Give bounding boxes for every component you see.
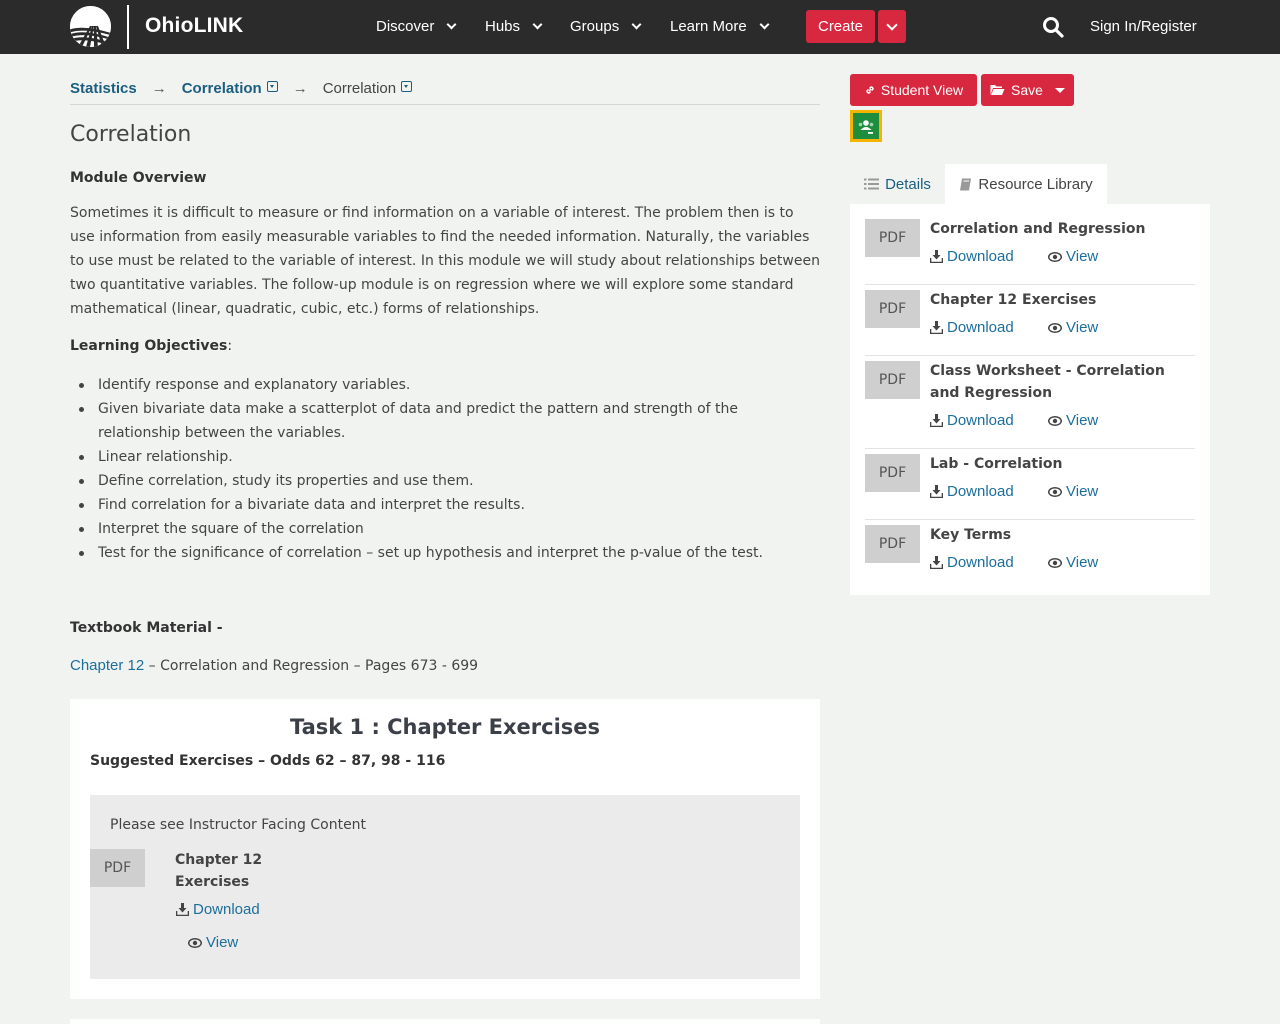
module-overview-heading: Module Overview — [70, 170, 207, 186]
download-icon — [930, 556, 943, 569]
google-classroom-icon[interactable] — [850, 110, 882, 142]
pdf-badge: PDF — [865, 290, 920, 328]
view-label: View — [206, 934, 239, 951]
list-item: Test for the significance of correlation – set up hypothesis and interpret the p-value of the test. — [98, 541, 818, 565]
next-task-card — [70, 1019, 820, 1024]
list-item: Given bivariate data make a scatterplot of data and predict the pattern and strength of the relationship between the variables. — [98, 397, 818, 445]
textbook-detail: – Correlation and Regression – Pages 673 - 699 — [144, 658, 479, 674]
chevron-down-icon — [533, 20, 543, 30]
caret-down-icon[interactable] — [401, 81, 412, 92]
task-subtitle: Suggested Exercises – Odds 62 – 87, 98 - 116 — [90, 753, 446, 769]
nav-label: Learn More — [670, 18, 747, 35]
eye-icon — [1048, 323, 1062, 333]
list-item: Define correlation, study its properties and use them. — [98, 469, 818, 493]
breadcrumb-separator: → — [292, 80, 308, 97]
list-item — [865, 449, 1195, 520]
view-label: View — [1066, 554, 1099, 571]
resource-title[interactable]: Key Terms — [930, 527, 1012, 543]
nav-hubs[interactable] — [485, 18, 541, 35]
list-icon — [864, 178, 879, 190]
resource-title[interactable]: Lab - Correlation — [930, 456, 1063, 472]
nav-discover[interactable] — [376, 18, 455, 35]
create-dropdown-button[interactable] — [878, 10, 906, 43]
view-label: View — [1066, 319, 1099, 336]
list-item: Linear relationship. — [98, 445, 818, 469]
download-label: Download — [947, 248, 1014, 265]
list-item: Interpret the square of the correlation — [98, 517, 818, 541]
download-icon — [930, 321, 943, 334]
top-navbar — [0, 0, 1280, 54]
list-item — [865, 204, 1195, 285]
learning-objectives-colon: : — [227, 338, 233, 354]
logo-text[interactable]: OhioLINK — [145, 14, 244, 37]
download-label: Download — [947, 319, 1014, 336]
save-button[interactable] — [981, 74, 1074, 106]
list-item: Identify response and explanatory variables. — [98, 373, 818, 397]
chevron-down-icon — [632, 20, 642, 30]
chevron-down-icon — [886, 19, 897, 30]
download-label: Download — [947, 483, 1014, 500]
list-item — [865, 285, 1195, 356]
download-label: Download — [947, 554, 1014, 571]
learning-objectives-list — [98, 373, 818, 565]
eye-icon — [1048, 558, 1062, 568]
page-title: Correlation — [70, 122, 192, 147]
learning-objectives-heading — [70, 338, 232, 354]
sign-in-register-link[interactable]: Sign In/Register — [1090, 18, 1197, 35]
download-label: Download — [947, 412, 1014, 429]
pdf-badge: PDF — [865, 525, 920, 563]
eye-icon — [188, 938, 202, 948]
breadcrumb-correlation-parent[interactable]: Correlation — [181, 80, 262, 97]
textbook-line — [70, 656, 478, 676]
download-link[interactable] — [930, 554, 1014, 571]
view-link[interactable] — [1048, 483, 1098, 500]
download-link[interactable] — [930, 248, 1014, 265]
download-label: Download — [193, 901, 260, 918]
learning-objectives-label: Learning Objectives — [70, 338, 228, 354]
pdf-badge: PDF — [865, 454, 920, 492]
eye-icon — [1048, 252, 1062, 262]
search-icon[interactable] — [1042, 16, 1064, 38]
task-title: Task 1 : Chapter Exercises — [289, 715, 601, 739]
task-resource-panel — [90, 795, 800, 979]
module-overview-text: Sometimes it is difficult to measure or find information on a variable of interest. The problem then is to use information from easily measurable variables to find the needed information. Naturally, the variables to use must be related to the variable of interest. In this module we will study about relationships between two quantitative variables. The follow-up module is on regression where we will explore some standard mathematical (linear, quadratic, cubic, etc.) forms of relationships. — [70, 205, 820, 317]
breadcrumb-separator: → — [151, 80, 167, 97]
breadcrumb-current: Correlation — [322, 80, 397, 97]
download-icon — [930, 414, 943, 427]
view-label: View — [1066, 412, 1099, 429]
download-icon — [930, 485, 943, 498]
list-item: Find correlation for a bivariate data and interpret the results. — [98, 493, 818, 517]
pdf-badge: PDF — [865, 361, 920, 399]
eye-icon — [1048, 487, 1062, 497]
caret-down-icon[interactable] — [267, 81, 278, 92]
view-label: View — [1066, 248, 1099, 265]
view-link[interactable] — [1048, 319, 1098, 336]
nav-label: Groups — [570, 18, 620, 35]
resource-title[interactable]: Correlation and Regression — [930, 221, 1146, 237]
view-label: View — [1066, 483, 1099, 500]
caret-down-icon — [1055, 88, 1065, 93]
eye-icon — [1048, 416, 1062, 426]
tab-resource-library[interactable] — [945, 164, 1107, 204]
resource-library-panel — [850, 204, 1210, 595]
view-link[interactable] — [188, 934, 238, 951]
pdf-badge: PDF — [90, 849, 145, 887]
nav-label: Hubs — [485, 18, 521, 35]
folder-icon — [990, 84, 1005, 96]
task-card — [70, 699, 820, 999]
tab-library-label: Resource Library — [978, 175, 1093, 193]
ohiolink-logo-icon[interactable] — [70, 6, 111, 47]
link-icon — [864, 84, 876, 96]
book-icon — [959, 178, 972, 191]
instructor-note: Please see Instructor Facing Content — [110, 817, 367, 833]
view-link[interactable] — [1048, 248, 1098, 265]
create-button[interactable]: Create — [806, 10, 875, 43]
download-icon — [930, 250, 943, 263]
resource-title[interactable]: Chapter 12 Exercises — [175, 852, 263, 890]
tab-details-label: Details — [885, 175, 931, 193]
breadcrumb — [70, 80, 820, 105]
nav-groups[interactable] — [570, 18, 640, 35]
save-label: Save — [1011, 82, 1043, 98]
logo-divider — [127, 5, 129, 49]
chevron-down-icon — [759, 20, 769, 30]
student-view-label: Student View — [880, 82, 964, 98]
student-view-button[interactable] — [850, 74, 977, 106]
resource-title[interactable]: Class Worksheet - Correlation and Regression — [930, 363, 1165, 401]
download-link[interactable] — [930, 319, 1014, 336]
list-item — [865, 356, 1195, 449]
download-link[interactable] — [930, 412, 1014, 429]
list-item — [865, 520, 1195, 591]
textbook-heading: Textbook Material - — [70, 620, 223, 636]
view-link[interactable] — [1048, 554, 1098, 571]
nav-label: Discover — [376, 18, 435, 35]
pdf-badge: PDF — [865, 219, 920, 257]
chapter-12-link[interactable]: Chapter 12 — [70, 657, 145, 674]
view-link[interactable] — [1048, 412, 1098, 429]
download-icon — [176, 903, 189, 916]
resource-title[interactable]: Chapter 12 Exercises — [930, 292, 1097, 308]
chevron-down-icon — [447, 20, 457, 30]
breadcrumb-statistics[interactable]: Statistics — [70, 80, 137, 97]
download-link[interactable] — [176, 901, 260, 918]
download-link[interactable] — [930, 483, 1014, 500]
nav-learn-more[interactable] — [670, 18, 768, 35]
tab-details[interactable] — [850, 164, 945, 204]
